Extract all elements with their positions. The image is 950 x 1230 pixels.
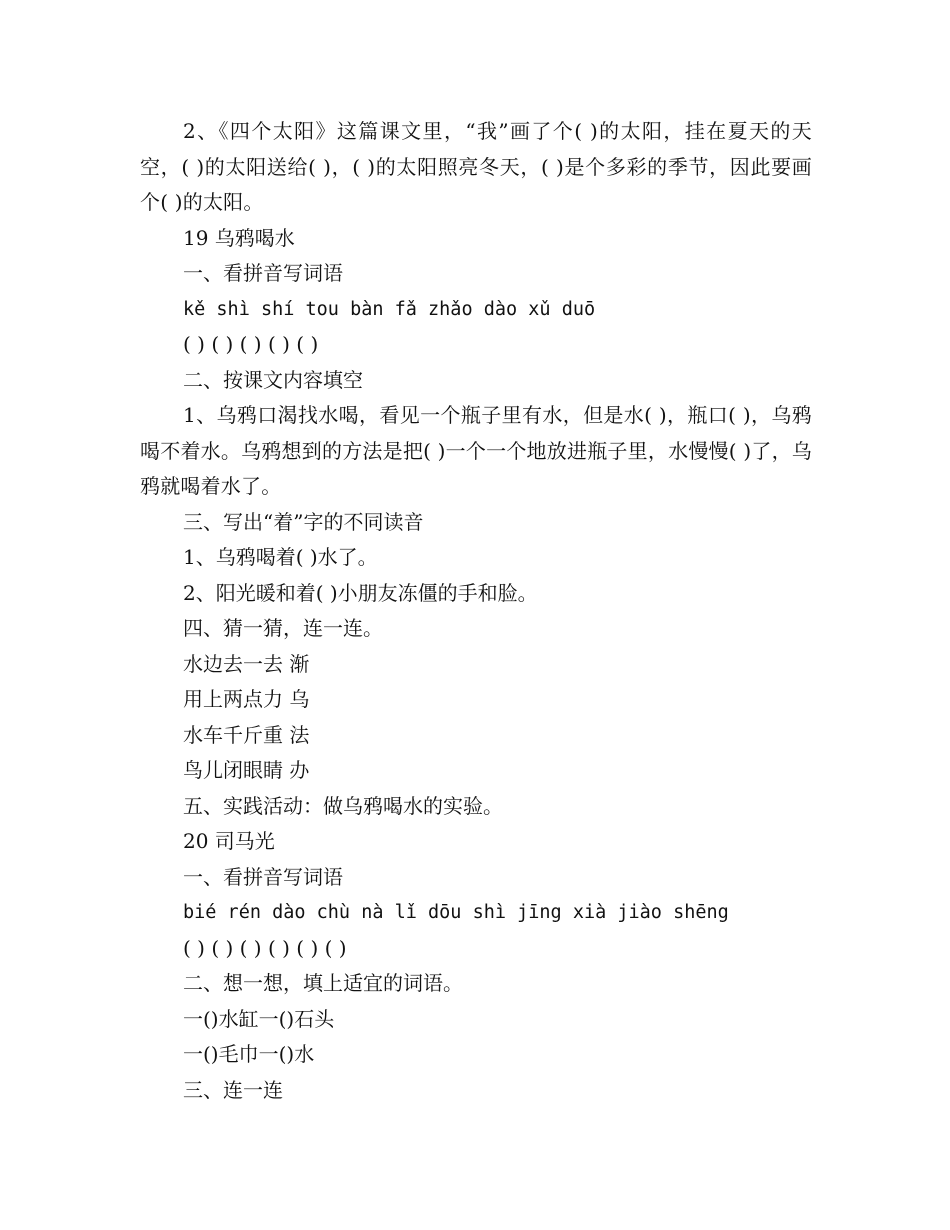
lesson-19-section-1-heading: 一、看拼音写词语 bbox=[183, 261, 343, 285]
lesson-20-measure-word-line-2: 一()毛巾一()水 bbox=[183, 1042, 315, 1066]
lesson-19-section-3-item-1: 1、乌鸦喝着( )水了。 bbox=[183, 545, 378, 569]
riddle-line: 用上两点力 乌 bbox=[183, 687, 310, 711]
paragraph-four-suns: 2、《四个太阳》这篇课文里，“我”画了个( )的太阳，挂在夏天的天空，( )的太阳送给( )，( )的太阳照亮冬天，( )是个多彩的季节，因此要画个( )的太阳。 bbox=[140, 119, 812, 214]
document-body bbox=[140, 114, 812, 1108]
lesson-20-blanks-line: ( ) ( ) ( ) ( ) ( ) ( ) bbox=[183, 935, 347, 960]
lesson-19-section-5-heading: 五、实践活动：做乌鸦喝水的实验。 bbox=[183, 793, 503, 818]
lesson-20-section-1-heading: 一、看拼音写词语 bbox=[183, 864, 343, 889]
lesson-20-section-3-heading: 三、连一连 bbox=[183, 1077, 283, 1102]
lesson-19-section-3-heading: 三、写出“着”字的不同读音 bbox=[183, 509, 424, 534]
lesson-20-measure-word-line-1: 一()水缸一()石头 bbox=[183, 1006, 335, 1031]
lesson-19-blanks-line: ( ) ( ) ( ) ( ) ( ) bbox=[183, 332, 319, 356]
lesson-20-section-2-heading: 二、想一想，填上适宜的词语。 bbox=[183, 971, 463, 995]
lesson-19-section-4-heading: 四、猜一猜，连一连。 bbox=[183, 616, 383, 640]
lesson-19-title: 19 乌鸦喝水 bbox=[183, 225, 295, 250]
lesson-20-title: 20 司马光 bbox=[183, 829, 275, 853]
lesson-19-section-2-paragraph: 1、乌鸦口渴找水喝，看见一个瓶子里有水，但是水( )，瓶口( )，乌鸦喝不着水。乌鸦想到的方法是把( )一个一个地放进瓶子里，水慢慢( )了，乌鸦就喝着水了。 bbox=[140, 403, 812, 498]
lesson-19-pinyin-line: kě shì shí tou bàn fǎ zhǎo dào xǔ duō bbox=[183, 298, 596, 320]
riddle-line: 水边去一去 渐 bbox=[183, 651, 310, 676]
riddle-line: 鸟儿闭眼睛 办 bbox=[183, 758, 310, 782]
lesson-19-section-3-item-2: 2、阳光暖和着( )小朋友冻僵的手和脸。 bbox=[183, 580, 538, 605]
lesson-19-section-2-heading: 二、按课文内容填空 bbox=[183, 367, 363, 392]
lesson-20-pinyin-line: bié rén dào chù nà lǐ dōu shì jīng xià jiào shēng bbox=[183, 902, 729, 923]
riddle-line: 水车千斤重 法 bbox=[183, 722, 310, 747]
